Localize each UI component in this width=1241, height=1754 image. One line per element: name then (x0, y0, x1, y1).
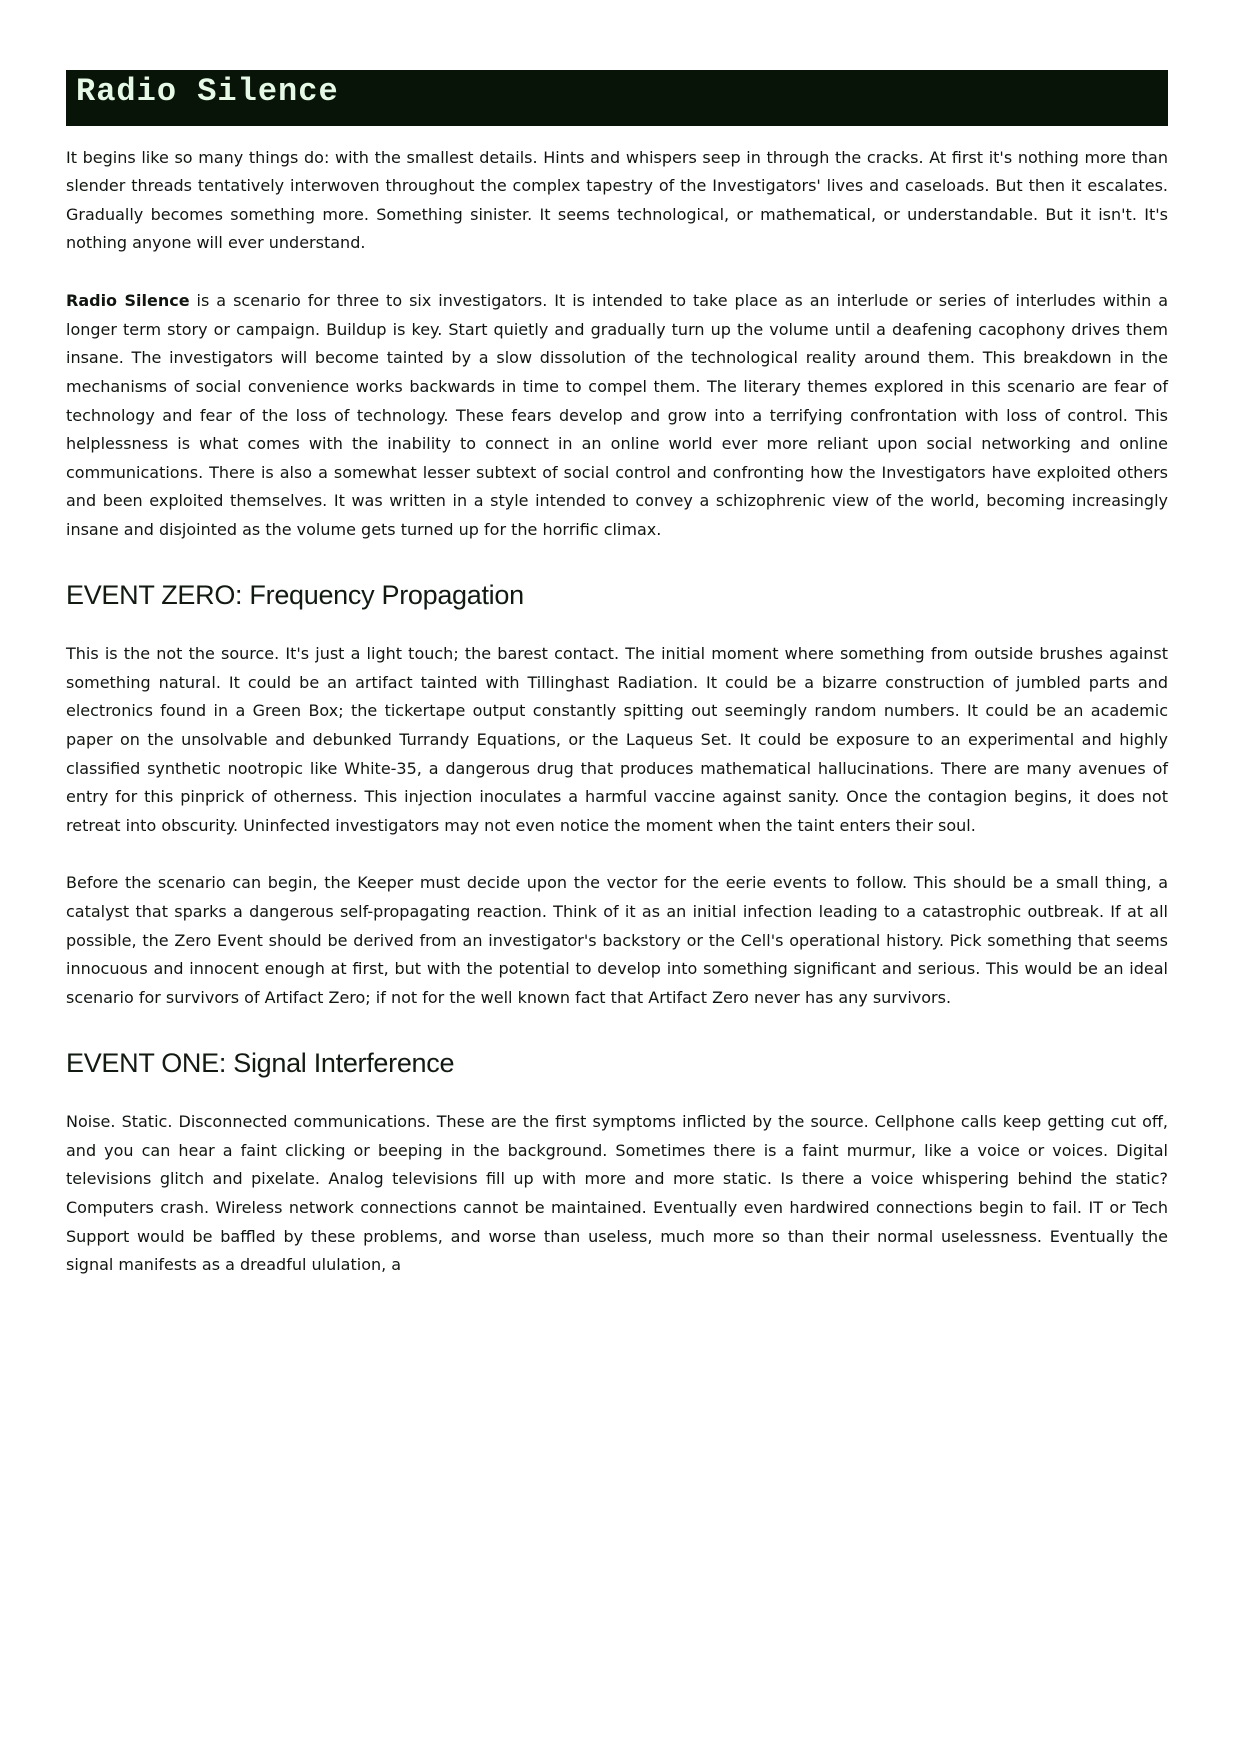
section-heading-event-one: EVENT ONE: Signal Interference (66, 1047, 455, 1078)
event-zero-paragraph-1: This is the not the source. It's just a light touch; the barest contact. The initial moment where something from outside brushes against something natural. It could be an artifact tainted with Tillinghast Radiation. It could be a bizarre construction of jumbled parts and electronics found in a Green Box; the tickertape output constantly spitting out seemingly random numbers. It could be an academic paper on the unsolvable and debunked Turrandy Equations, or the Laqueus Set. It could be exposure to an experimental and highly classified synthetic nootropic like White-35, a dangerous drug that produces mathematical hallucinations. There are many avenues of entry for this pinprick of otherness. This injection inoculates a harmful vaccine against sanity. Once the contagion begins, it does not retreat into obscurity. Uninfected investigators may not even notice the moment when the taint enters their soul. (66, 644, 1168, 835)
event-one-paragraph-1: Noise. Static. Disconnected communications. These are the first symptoms inflicted by the source. Cellphone calls keep getting cut off, and you can hear a faint clicking or beeping in the background. Sometimes there is a faint murmur, like a voice or voices. Digital televisions glitch and pixelate. Analog televisions fill up with more and more static. Is there a voice whispering behind the static? Computers crash. Wireless network connections cannot be maintained. Eventually even hardwired connections begin to fail. IT or Tech Support would be baffled by these problems, and worse than useless, much more so than their normal uselessness. Eventually the signal manifests as a dreadful ululation, a (66, 1112, 1168, 1275)
title-bar (66, 70, 1168, 126)
page-title: Radio Silence (76, 73, 339, 110)
scenario-lead-bold: Radio Silence (66, 291, 190, 311)
section-heading-event-zero: EVENT ZERO: Frequency Propagation (66, 579, 524, 610)
event-zero-paragraph-2: Before the scenario can begin, the Keeper must decide upon the vector for the eerie events to follow. This should be a small thing, a catalyst that sparks a dangerous self-propagating reaction. Think of it as an initial infection leading to a catastrophic outbreak. If at all possible, the Zero Event should be derived from an investigator's backstory or the Cell's operational history. Pick something that seems innocuous and innocent enough at first, but with the potential to develop into something significant and serious. This would be an ideal scenario for survivors of Artifact Zero; if not for the well known fact that Artifact Zero never has any survivors. (66, 873, 1168, 1007)
scenario-paragraph-text: is a scenario for three to six investigators. It is intended to take place as an interlude or series of interludes within a longer term story or campaign. Buildup is key. Start quietly and gradually turn up the volume until a deafening cacophony drives them insane. The investigators will become tainted by a slow dissolution of the technological reality around them. This breakdown in the mechanisms of social convenience works backwards in time to compel them. The literary themes explored in this scenario are fear of technology and fear of the loss of technology. These fears develop and grow into a terrifying confrontation with loss of control. This helplessness is what comes with the inability to connect in an online world ever more reliant upon social networking and online communications. There is also a somewhat lesser subtext of social control and confronting how the Investigators have exploited others and been exploited themselves. It was written in a style intended to convey a schizophrenic view of the world, becoming increasingly insane and disjointed as the volume gets turned up for the horrific climax. (66, 291, 1169, 540)
intro-paragraph: It begins like so many things do: with the smallest details. Hints and whispers seep in through the cracks. At first it's nothing more than slender threads tentatively interwoven throughout the complex tapestry of the Investigators' lives and caseloads. But then it escalates. Gradually becomes something more. Something sinister. It seems technological, or mathematical, or understandable. But it isn't. It's nothing anyone will ever understand. (66, 147, 1168, 253)
scenario-paragraph (66, 287, 1168, 545)
